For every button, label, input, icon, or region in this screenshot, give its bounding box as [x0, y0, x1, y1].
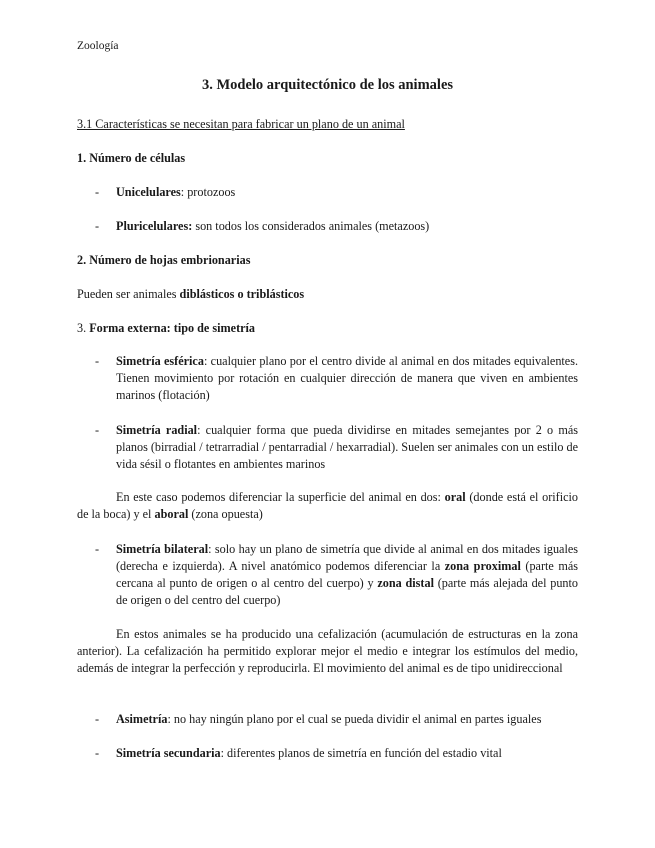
list-item-simetria-secundaria: [116, 745, 578, 762]
heading-forma-externa: [77, 320, 577, 337]
term: Simetría bilateral: [116, 542, 209, 556]
bullet-dash: -: [95, 423, 100, 437]
list-item-simetria-radial: [116, 422, 578, 473]
definition: : no hay ningún plano por el cual se pueda dividir el animal en partes iguales: [167, 712, 542, 726]
term: Simetría radial: [116, 423, 198, 437]
heading-number: 3: [77, 321, 84, 335]
section-subtitle: 3.1 Características se necesitan para fabricar un plano de un animal: [77, 117, 405, 131]
page-title: 3. Modelo arquitectónico de los animales: [201, 77, 454, 93]
bullet-dash: -: [95, 712, 100, 726]
bullet-dash: -: [95, 354, 100, 368]
definition: : diferentes planos de simetría en función del estadio vital: [220, 746, 502, 760]
definition: (parte más cercana al punto de origen o al centro del cuerpo) y: [116, 559, 578, 590]
paragraph-text: Pueden ser animales: [77, 287, 180, 301]
heading-numero-celulas: 1. Número de células: [77, 151, 186, 165]
page-header: Zoología: [77, 40, 119, 52]
list-item-unicelulares: [116, 184, 578, 201]
bullet-dash: -: [95, 542, 100, 556]
definition-bold: zona distal: [377, 576, 434, 590]
term: Asimetría: [116, 712, 168, 726]
definition: (parte más alejada del punto de origen o del centro del cuerpo): [116, 576, 579, 607]
paragraph-oral-aboral: [77, 489, 578, 523]
term: Simetría esférica: [116, 354, 204, 368]
paragraph-text: (donde está el orificio de la boca) y el: [77, 490, 578, 521]
heading-hojas-embrionarias: 2. Número de hojas embrionarias: [77, 253, 251, 267]
definition: : cualquier plano por el centro divide al animal en dos mitades equivalentes. Tienen movimiento por rotación en cualquier dirección de manera que viven en ambientes marinos (flotación): [116, 354, 578, 402]
paragraph-text: En este caso podemos diferenciar la superficie del animal en dos:: [116, 490, 445, 504]
definition: : cualquier forma que pueda dividirse en mitades semejantes por 2 o más planos (birradial / tetrarradial / pentarradial / hexarradial). Suelen ser animales con un estilo de vida sésil o flotantes en ambientes marinos: [116, 423, 578, 471]
paragraph-bold: oral: [444, 490, 466, 504]
definition-bold: zona proximal: [444, 559, 521, 573]
term: Pluricelulares:: [116, 219, 193, 233]
definition: : protozoos: [180, 185, 236, 199]
heading-dot: .: [83, 321, 90, 335]
paragraph-text: (zona opuesta): [188, 507, 263, 521]
heading-text: Forma externa: tipo de simetría: [89, 321, 256, 335]
paragraph-bold: diblásticos o triblásticos: [179, 287, 305, 301]
list-item-pluricelulares: [116, 218, 578, 235]
paragraph-cefalizacion: En estos animales se ha producido una cefalización (acumulación de estructuras en la zona anterior). La cefalización ha permitido explorar mejor el medio e integrar los estímulos del medio, además de integrar la perfección y reproducirla. El movimiento del animal es de tipo unidireccional: [77, 627, 578, 675]
bullet-dash: -: [95, 746, 100, 760]
list-item-asimetria: [116, 711, 578, 728]
bullet-dash: -: [95, 185, 100, 199]
list-item-simetria-esferica: [116, 353, 578, 404]
definition: : solo hay un plano de simetría que divide al animal en dos mitades iguales (derecha e izquierda). A nivel anatómico podemos diferenciar la: [116, 542, 578, 573]
paragraph-hojas: [77, 286, 577, 303]
list-item-simetria-bilateral: [116, 541, 578, 609]
bullet-dash: -: [95, 219, 100, 233]
term: Unicelulares: [116, 185, 181, 199]
definition: son todos los considerados animales (metazoos): [192, 219, 430, 233]
paragraph-bold: aboral: [154, 507, 189, 521]
term: Simetría secundaria: [116, 746, 221, 760]
